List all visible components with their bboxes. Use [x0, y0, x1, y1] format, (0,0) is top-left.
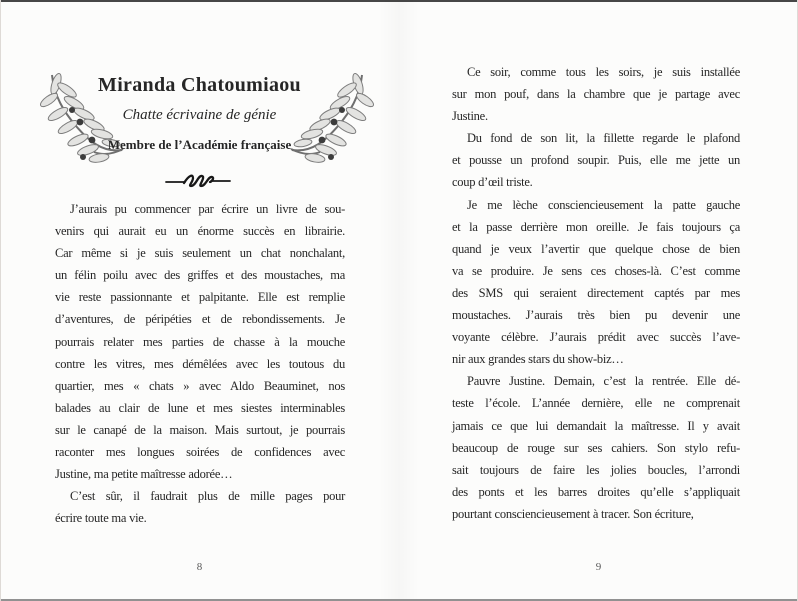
- text-line: pourrais relater mes parties de chasse à la mouche: [55, 334, 345, 349]
- text-line: jamais ce que lui demandait la maîtresse. Il y avait: [452, 418, 740, 433]
- text-line: Justine, ma petite maîtresse adorée…: [55, 467, 233, 482]
- text-line: Je me lèche consciencieusement la patte gauche: [467, 197, 740, 212]
- right-page: [399, 0, 798, 601]
- text-line: des ponts et les barres droites qu’elle s’appliquait: [452, 484, 740, 499]
- body-text: [452, 61, 740, 525]
- text-line: Ce soir, comme tous les soirs, je suis installée: [467, 65, 740, 79]
- text-line: sur le canapé de la maison. Mais surtout, je pourrais: [55, 422, 345, 437]
- text-line: raconter mes longues soirées de confidences avec: [55, 445, 345, 460]
- author-name: Miranda Chatoumiaou: [98, 74, 301, 96]
- text-line: Du fond de son lit, la fillette regarde le plafond: [467, 131, 740, 146]
- text-line: J’aurais pu commencer par écrire un livre de sou-: [70, 202, 345, 216]
- text-line: d’aventures, de péripéties et de rebondissements. Je: [55, 312, 345, 327]
- text-line: teste l’école. L’année dernière, elle ne comprenait: [452, 396, 740, 411]
- text-line: Car même si je suis seulement un chat nonchalant,: [55, 246, 345, 261]
- text-line: et la passe derrière mon oreille. Je fais toujours ça: [452, 219, 740, 234]
- text-line: quartier, mes « chats » avec Aldo Beauminet, nos: [55, 378, 345, 393]
- text-line: quand je veux l’avertir que quelque chose de bien: [452, 241, 740, 256]
- author-role: Chatte écrivaine de génie: [122, 107, 277, 123]
- text-line: C’est sûr, il faudrait plus de mille pages pour: [70, 489, 345, 504]
- body-text: [55, 198, 345, 529]
- page-number-right: 9: [595, 561, 602, 573]
- text-line: sait toujours de faire les jolies boucles, l’arrondi: [452, 462, 740, 477]
- text-line: va se produire. Je sens ces choses-là. C’est comme: [452, 263, 740, 278]
- text-line: venirs qui aurait eu un énorme succès en librairie.: [55, 224, 345, 239]
- text-line: et pousse un profond soupir. Puis, elle me jette un: [452, 153, 740, 168]
- left-edge-line: [0, 0, 1, 601]
- text-line: pourtant consciencieusement à tracer. Son écriture,: [452, 506, 694, 521]
- text-line: beaucoup de rouge sur ses cahiers. Son stylo refu-: [452, 440, 740, 455]
- text-line: contre les vitres, mes démêlées avec les toutous du: [55, 356, 345, 371]
- page-number-left: 8: [196, 561, 203, 573]
- twist-divider-icon: [165, 173, 231, 189]
- author-affiliation: Membre de l’Académie française: [107, 137, 292, 152]
- text-line: coup d’œil triste.: [452, 175, 533, 190]
- text-line: vie reste passionnante et palpitante. Elle est remplie: [55, 290, 345, 305]
- text-line: écrire toute ma vie.: [55, 511, 147, 526]
- text-line: sur mon pouf, dans la chambre que je partage avec: [452, 87, 740, 102]
- text-line: des SMS qui seraient directement captés par mes: [452, 285, 740, 300]
- text-line: un félin poilu avec des griffes et des moustaches, ma: [55, 268, 345, 283]
- text-line: Pauvre Justine. Demain, c’est la rentrée. Elle dé-: [467, 374, 740, 389]
- text-line: moustaches. J’aurais très bien pu devenir une: [452, 308, 740, 323]
- text-line: Justine.: [452, 109, 488, 124]
- text-line: nir aux grandes stars du show-biz…: [452, 352, 624, 367]
- text-line: balades au clair de lune et mes siestes interminables: [55, 400, 345, 415]
- text-line: voyante célèbre. J’aurais prédit avec succès l’ave-: [452, 330, 740, 345]
